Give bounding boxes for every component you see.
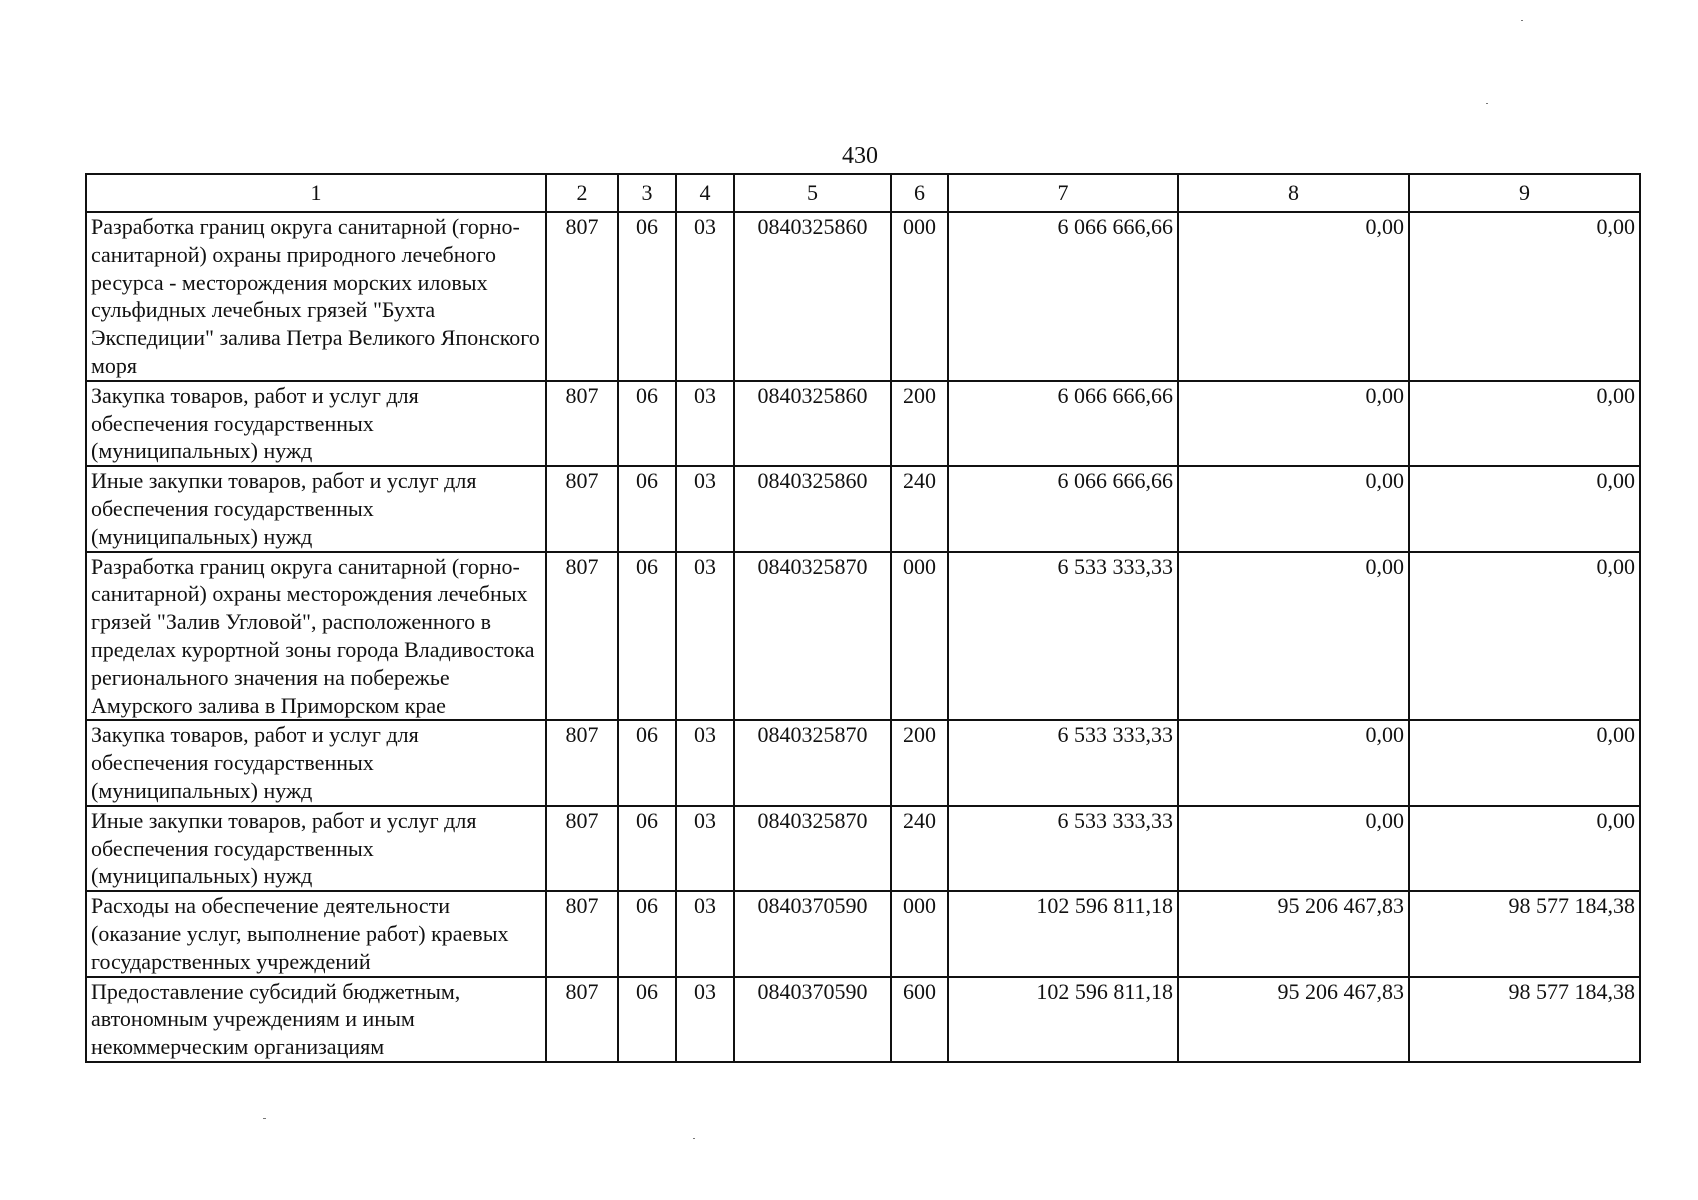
- column-header: 9: [1409, 174, 1640, 212]
- expense-type-code: 000: [891, 552, 948, 721]
- amount-col-8: 0,00: [1178, 552, 1409, 721]
- target-article-code: 0840325860: [734, 381, 891, 466]
- amount-col-7: 6 533 333,33: [948, 720, 1178, 805]
- scan-speck: [1521, 20, 1523, 21]
- amount-col-9: 98 577 184,38: [1409, 891, 1640, 976]
- expense-type-code: 000: [891, 212, 948, 381]
- table-row: [86, 806, 1640, 891]
- table-row: [86, 891, 1640, 976]
- ministry-code: 807: [546, 806, 618, 891]
- ministry-code: 807: [546, 466, 618, 551]
- ministry-code: 807: [546, 891, 618, 976]
- section-code: 06: [618, 806, 676, 891]
- column-header: 5: [734, 174, 891, 212]
- table-row: [86, 552, 1640, 721]
- section-code: 06: [618, 466, 676, 551]
- amount-col-9: 0,00: [1409, 720, 1640, 805]
- amount-col-7: 6 066 666,66: [948, 466, 1178, 551]
- amount-col-9: 0,00: [1409, 381, 1640, 466]
- column-header: 4: [676, 174, 734, 212]
- amount-col-8: 0,00: [1178, 381, 1409, 466]
- subsection-code: 03: [676, 552, 734, 721]
- column-header: 6: [891, 174, 948, 212]
- column-header: 1: [86, 174, 546, 212]
- amount-col-8: 0,00: [1178, 466, 1409, 551]
- amount-col-8: 0,00: [1178, 212, 1409, 381]
- table-row: [86, 212, 1640, 381]
- scan-speck: [1486, 103, 1488, 104]
- expense-type-code: 000: [891, 891, 948, 976]
- row-description: Разработка границ округа санитарной (горно- санитарной) охраны месторождения лечебных грязей "Залив Угловой", расположенного в пределах курортной зоны города Владивостока регионального значения на побережье Амурского залива в Приморском крае: [86, 552, 546, 721]
- amount-col-7: 6 533 333,33: [948, 552, 1178, 721]
- section-code: 06: [618, 212, 676, 381]
- row-description: Иные закупки товаров, работ и услуг для обеспечения государственных (муниципальных) нужд: [86, 806, 546, 891]
- amount-col-9: 0,00: [1409, 212, 1640, 381]
- row-description: Расходы на обеспечение деятельности (оказание услуг, выполнение работ) краевых государственных учреждений: [86, 891, 546, 976]
- page-number: 430: [842, 143, 878, 169]
- ministry-code: 807: [546, 977, 618, 1062]
- amount-col-8: 95 206 467,83: [1178, 977, 1409, 1062]
- row-description: Закупка товаров, работ и услуг для обеспечения государственных (муниципальных) нужд: [86, 381, 546, 466]
- target-article-code: 0840325870: [734, 806, 891, 891]
- amount-col-8: 0,00: [1178, 806, 1409, 891]
- amount-col-9: 98 577 184,38: [1409, 977, 1640, 1062]
- target-article-code: 0840370590: [734, 977, 891, 1062]
- ministry-code: 807: [546, 212, 618, 381]
- column-header: 2: [546, 174, 618, 212]
- subsection-code: 03: [676, 977, 734, 1062]
- expense-type-code: 240: [891, 466, 948, 551]
- target-article-code: 0840325870: [734, 720, 891, 805]
- table-row: [86, 381, 1640, 466]
- header-row: [86, 174, 1640, 212]
- subsection-code: 03: [676, 212, 734, 381]
- ministry-code: 807: [546, 552, 618, 721]
- expense-type-code: 600: [891, 977, 948, 1062]
- scan-speck: [263, 1118, 266, 1119]
- target-article-code: 0840325860: [734, 212, 891, 381]
- expense-type-code: 200: [891, 381, 948, 466]
- table-row: [86, 977, 1640, 1062]
- section-code: 06: [618, 891, 676, 976]
- ministry-code: 807: [546, 720, 618, 805]
- scan-speck: [693, 1138, 695, 1139]
- row-description: Предоставление субсидий бюджетным, автономным учреждениям и иным некоммерческим организациям: [86, 977, 546, 1062]
- expense-type-code: 240: [891, 806, 948, 891]
- subsection-code: 03: [676, 720, 734, 805]
- row-description: Разработка границ округа санитарной (горно- санитарной) охраны природного лечебного ресурса - месторождения морских иловых сульфидных лечебных грязей "Бухта Экспедиции" залива Петра Великого Японского моря: [86, 212, 546, 381]
- budget-table: [85, 173, 1641, 1063]
- subsection-code: 03: [676, 806, 734, 891]
- subsection-code: 03: [676, 891, 734, 976]
- table-row: [86, 720, 1640, 805]
- section-code: 06: [618, 381, 676, 466]
- amount-col-9: 0,00: [1409, 806, 1640, 891]
- section-code: 06: [618, 720, 676, 805]
- amount-col-9: 0,00: [1409, 466, 1640, 551]
- column-header: 8: [1178, 174, 1409, 212]
- ministry-code: 807: [546, 381, 618, 466]
- amount-col-8: 95 206 467,83: [1178, 891, 1409, 976]
- row-description: Иные закупки товаров, работ и услуг для обеспечения государственных (муниципальных) нужд: [86, 466, 546, 551]
- amount-col-7: 6 066 666,66: [948, 381, 1178, 466]
- amount-col-7: 6 533 333,33: [948, 806, 1178, 891]
- amount-col-7: 6 066 666,66: [948, 212, 1178, 381]
- target-article-code: 0840325860: [734, 466, 891, 551]
- row-description: Закупка товаров, работ и услуг для обеспечения государственных (муниципальных) нужд: [86, 720, 546, 805]
- column-header: 7: [948, 174, 1178, 212]
- amount-col-8: 0,00: [1178, 720, 1409, 805]
- section-code: 06: [618, 552, 676, 721]
- amount-col-7: 102 596 811,18: [948, 891, 1178, 976]
- section-code: 06: [618, 977, 676, 1062]
- subsection-code: 03: [676, 466, 734, 551]
- target-article-code: 0840370590: [734, 891, 891, 976]
- table-row: [86, 466, 1640, 551]
- amount-col-9: 0,00: [1409, 552, 1640, 721]
- target-article-code: 0840325870: [734, 552, 891, 721]
- amount-col-7: 102 596 811,18: [948, 977, 1178, 1062]
- column-header: 3: [618, 174, 676, 212]
- subsection-code: 03: [676, 381, 734, 466]
- expense-type-code: 200: [891, 720, 948, 805]
